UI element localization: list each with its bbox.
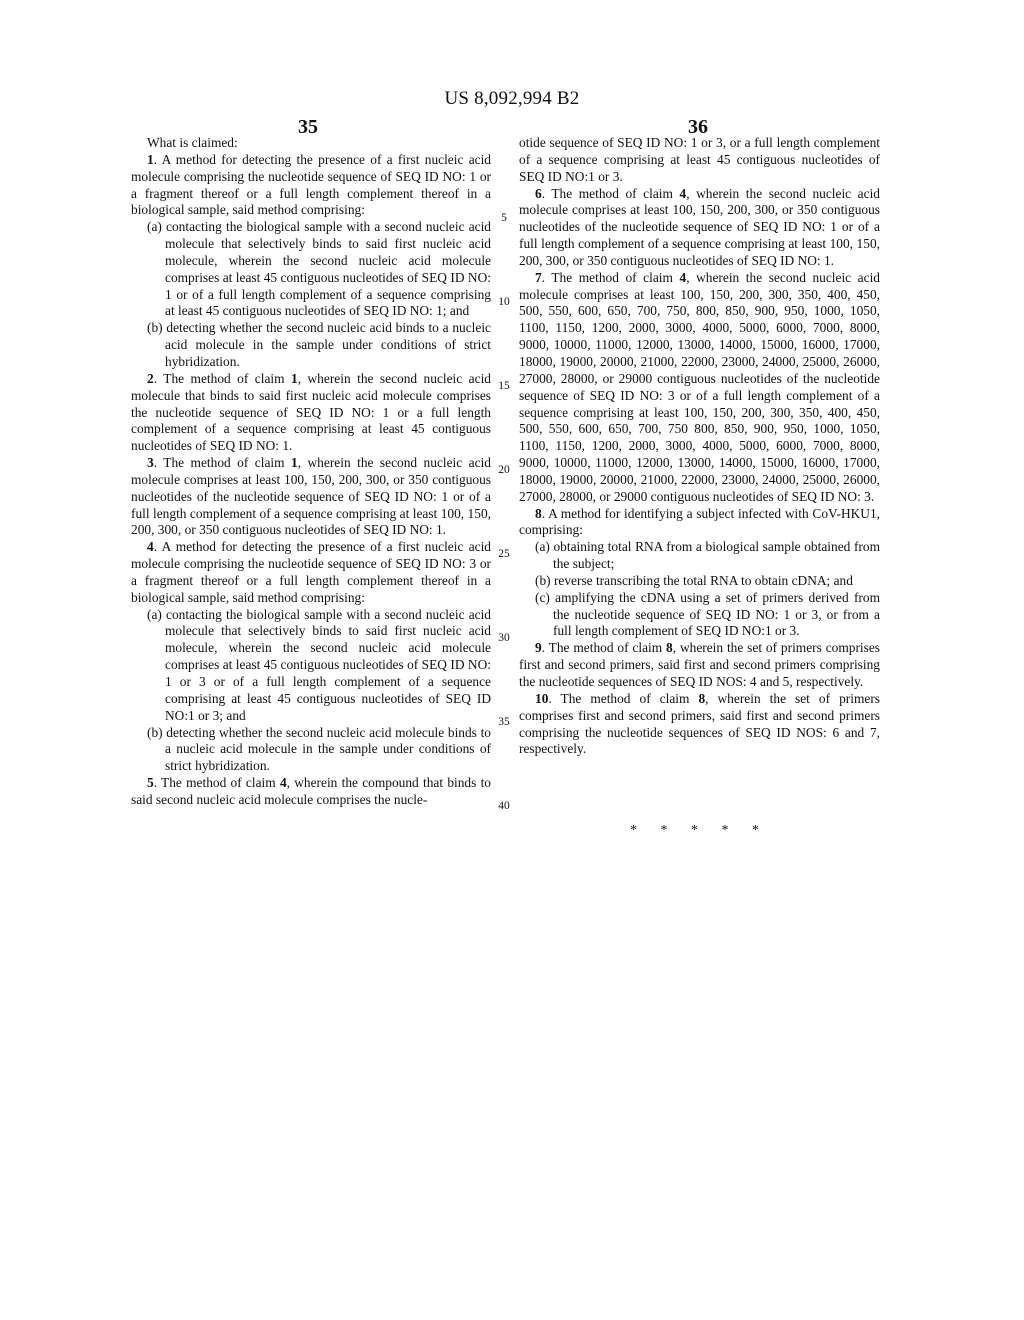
line-number: 15 <box>498 380 510 392</box>
claim-text: , wherein the second nucleic acid molecule comprises at least 100, 150, 200, 300, or 350 contiguous nucleotides of the nucleotide sequence of SEQ ID NO: 1 or of a full length complement of a sequence comprising at least 100, 150, 200, 300, or 350 contiguous nucleotides of SEQ ID NO: 1. <box>131 455 491 538</box>
claims-intro: What is claimed: <box>147 135 238 150</box>
line-number: 30 <box>498 632 510 644</box>
claim-8 <box>519 506 880 540</box>
claim-text: . A method for detecting the presence of a first nucleic acid molecule comprising the nucleotide sequence of SEQ ID NO: 1 or a fragment thereof or a full length complement thereof in a biological sample, said method comprising: <box>131 151 491 218</box>
claim-reference: 4 <box>679 185 687 201</box>
claim-prefix: . The method of claim <box>548 690 699 706</box>
claim-number: 4 <box>147 539 154 555</box>
claim-number: 1 <box>147 151 154 167</box>
claim-8-step-b: (b) reverse transcribing the total RNA to obtain cDNA; and <box>535 572 853 588</box>
claim-number: 5 <box>147 775 154 791</box>
claim-1 <box>131 152 491 219</box>
claim-4 <box>131 539 491 606</box>
right-column <box>519 135 880 758</box>
claim-1-step-b: (b) detecting whether the second nucleic acid binds to a nucleic acid molecule in the sample under conditions of strict hybridization. <box>147 320 491 369</box>
left-column <box>131 135 491 809</box>
claim-number: 10 <box>535 690 549 706</box>
claim-reference: 4 <box>679 269 687 285</box>
claim-prefix: . The method of claim <box>153 455 291 471</box>
claim-text: , wherein the second nucleic acid molecule that binds to said first nucleic acid molecule comprises the nucleotide sequence of SEQ ID NO: 1 or a full length complement of a sequence comprising at least 45 contiguous nucleotides of SEQ ID NO: 1. <box>131 370 491 454</box>
line-number: 40 <box>498 800 510 812</box>
claim-number: 2 <box>147 370 154 386</box>
claim-text: , wherein the second nucleic acid molecule comprises at least 100, 150, 200, 300, 350, 400, 450, 500, 550, 600, 650, 700, 750, 800, 850, 900, 950, 1000, 1050, 1100, 1150, 1200, 2000, 3000, 4000, 5000, 6000, 7000, 8000, 9000, 10000, 11000, 12000, 13000, 14000, 15000, 16000, 17000, 18000, 19000, 20000, 21000, 22000, 23000, 24000, 25000, 26000, 27000, 28000, or 29000 contiguous nucleotides of the nucleotide sequence of SEQ ID NO: 3 or of a full length complement of a sequence comprising at least 100, 150, 200, 300, 350, 400, 450, 500, 550, 600, 650, 700, 750 800, 850, 900, 950, 1000, 1050, 1100, 1150, 1200, 2000, 3000, 4000, 5000, 6000, 7000, 8000, 9000, 10000, 11000, 12000, 13000, 14000, 15000, 16000, 17000, 18000, 19000, 20000, 21000, 22000, 23000, 24000, 25000, 26000, 27000, 28000, or 29000 contiguous nucleotides of SEQ ID NO: 3. <box>519 269 880 504</box>
claim-5-continuation: otide sequence of SEQ ID NO: 1 or 3, or a full length complement of a sequence comprising at least 45 contiguous nucleotides of SEQ ID NO:1 or 3. <box>519 135 880 184</box>
page-number-right: 36 <box>688 116 708 138</box>
claim-reference: 8 <box>666 640 673 656</box>
claim-8-step-a: (a) obtaining total RNA from a biological sample obtained from the subject; <box>535 539 880 572</box>
end-of-claims-marker: * * * * * <box>630 823 769 838</box>
line-number: 10 <box>498 296 510 308</box>
patent-number: US 8,092,994 B2 <box>444 88 580 109</box>
claim-prefix: . The method of claim <box>153 775 280 791</box>
claim-text: , wherein the compound that binds to said second nucleic acid molecule comprises the nucle- <box>131 775 491 807</box>
page-number-left: 35 <box>298 116 318 138</box>
claim-3 <box>131 455 491 539</box>
claim-text: . A method for detecting the presence of a first nucleic acid molecule comprising the nucleotide sequence of SEQ ID NO: 3 or a fragment thereof or a full length complement thereof in a biological sample, said method comprising: <box>131 539 491 605</box>
claim-reference: 1 <box>291 455 298 471</box>
line-number: 5 <box>501 212 507 224</box>
claim-2 <box>131 371 491 455</box>
claim-text: , wherein the second nucleic acid molecule comprises at least 100, 150, 200, 300, or 350 contiguous nucleotides of the nucleotide sequence of SEQ ID NO: 1 or of a full length complement of a sequence comprising at least 100, 150, 200, 300, or 350 contiguous nucleotides of SEQ ID NO: 1. <box>519 185 880 268</box>
claim-prefix: . The method of claim <box>153 370 291 386</box>
claim-text: , wherein the set of primers comprises first and second primers, said first and second primers comprising the nucleotide sequences of SEQ ID NOS: 6 and 7, respectively. <box>519 690 880 757</box>
claim-prefix: . The method of claim <box>541 185 680 201</box>
claim-text: . A method for identifying a subject infected with CoV-HKU1, comprising: <box>519 505 880 538</box>
claim-6 <box>519 186 880 270</box>
line-number: 25 <box>498 548 510 560</box>
claim-number: 3 <box>147 455 154 471</box>
claim-5 <box>131 775 491 809</box>
claim-number: 8 <box>535 505 542 521</box>
claim-8-step-c: (c) amplifying the cDNA using a set of primers derived from the nucleotide sequence of SEQ ID NO: 1 or 3, or from a full length complement of SEQ ID NO:1 or 3. <box>535 589 880 639</box>
line-number: 35 <box>498 716 510 728</box>
claim-prefix: . The method of claim <box>541 269 680 285</box>
claim-text: , wherein the set of primers comprises first and second primers, said first and second primers comprising the nucleotide sequences of SEQ ID NOS: 4 and 5, respectively. <box>519 640 880 689</box>
claim-1-step-a: (a) contacting the biological sample with a second nucleic acid molecule that selectively binds to said first nucleic acid molecule, wherein the second nucleic acid molecule comprises at least 45 contiguous nucleotides of SEQ ID NO: 1 or of a full length complement of a sequence comprising at least 45 contiguous nucleotides of SEQ ID NO: 1; and <box>147 219 491 319</box>
claim-prefix: . The method of claim <box>541 640 667 656</box>
claim-number: 6 <box>535 185 542 201</box>
line-number: 20 <box>498 464 510 476</box>
claim-reference: 4 <box>279 775 287 791</box>
claim-4-step-b: (b) detecting whether the second nucleic acid molecule binds to a nucleic acid molecule in the sample under conditions of strict hybridization. <box>147 724 491 774</box>
claim-4-step-a: (a) contacting the biological sample with a second nucleic acid molecule that selectively binds to said first nucleic acid molecule, wherein the second nucleic acid molecule comprises at least 45 contiguous nucleotides of SEQ ID NO: 1 or 3 or of a full length complement of a sequence comprising at least 45 contiguous nucleotides of SEQ ID NO:1 or 3; and <box>147 606 491 723</box>
claim-9 <box>519 640 880 691</box>
claim-reference: 8 <box>698 690 706 706</box>
claim-number: 7 <box>535 269 542 285</box>
claim-reference: 1 <box>291 370 298 386</box>
claim-number: 9 <box>535 640 542 656</box>
claim-7 <box>519 270 880 506</box>
claim-10 <box>519 691 880 758</box>
